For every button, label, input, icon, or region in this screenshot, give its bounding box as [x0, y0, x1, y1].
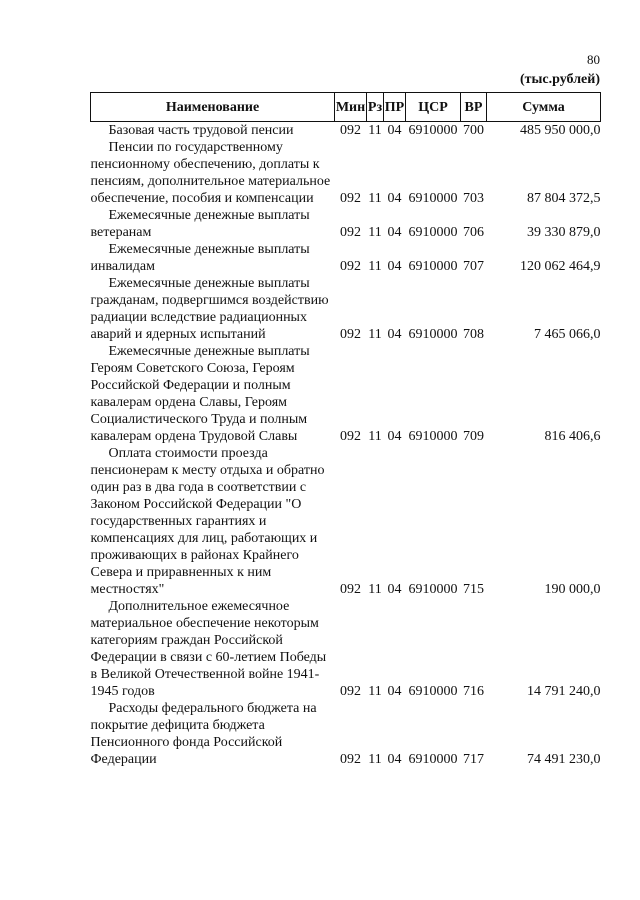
header-pr: ПР — [384, 93, 406, 122]
cell-rz: 11 — [368, 684, 382, 699]
cell-sum: 39 330 879,0 — [527, 225, 601, 240]
cell-csr: 6910000 — [408, 752, 458, 767]
cell-vr: 708 — [463, 327, 484, 342]
cell-csr: 6910000 — [408, 327, 458, 342]
cell-sum: 190 000,0 — [544, 582, 601, 597]
header-csr: ЦСР — [406, 93, 461, 122]
cell-name — [91, 122, 335, 140]
cell-csr: 6910000 — [408, 429, 458, 444]
table-header-row — [91, 93, 601, 122]
cell-csr: 6910000 — [408, 259, 458, 274]
table-row — [91, 207, 601, 241]
cell-name — [91, 275, 335, 343]
cell-min: 092 — [340, 327, 361, 342]
cell-pr: 04 — [387, 429, 402, 444]
cell-sum: 14 791 240,0 — [527, 684, 601, 699]
cell-rz: 11 — [368, 752, 382, 767]
cell-sum: 87 804 372,5 — [527, 191, 601, 206]
cell-csr: 6910000 — [408, 582, 458, 597]
cell-csr: 6910000 — [408, 123, 458, 138]
cell-vr: 716 — [463, 684, 484, 699]
cell-name — [91, 241, 335, 275]
cell-pr: 04 — [387, 259, 402, 274]
cell-min: 092 — [340, 429, 361, 444]
cell-min: 092 — [340, 225, 361, 240]
cell-pr: 04 — [387, 191, 402, 206]
table-row — [91, 700, 601, 768]
cell-rz: 11 — [368, 123, 382, 138]
row-label: Дополнительное ежемесячное материальное обеспечение некоторым категориям граждан Российской Федерации в связи с 60-летием Победы в Великой Отечественной войне 1941-1945 годов — [90, 599, 327, 699]
table-row — [91, 122, 601, 140]
cell-pr: 04 — [387, 684, 402, 699]
cell-min: 092 — [340, 582, 361, 597]
cell-vr: 706 — [463, 225, 484, 240]
cell-vr: 700 — [463, 123, 484, 138]
row-label: Пенсии по государственному пенсионному обеспечению, доплаты к пенсиям, дополнительное материальное обеспечение, пособия и компенсации — [90, 140, 331, 206]
cell-pr: 04 — [387, 123, 402, 138]
cell-pr: 04 — [387, 582, 402, 597]
cell-csr: 6910000 — [408, 191, 458, 206]
cell-rz: 11 — [368, 429, 382, 444]
cell-sum: 485 950 000,0 — [520, 123, 601, 138]
cell-vr: 715 — [463, 582, 484, 597]
header-name: Наименование — [91, 93, 335, 122]
table-row — [91, 241, 601, 275]
cell-rz: 11 — [368, 327, 382, 342]
table-row — [91, 343, 601, 445]
cell-vr: 703 — [463, 191, 484, 206]
cell-min: 092 — [340, 259, 361, 274]
cell-min: 092 — [340, 684, 361, 699]
cell-csr: 6910000 — [408, 684, 458, 699]
cell-pr: 04 — [387, 752, 402, 767]
cell-sum: 74 491 230,0 — [527, 752, 601, 767]
header-vr: ВР — [461, 93, 487, 122]
cell-vr: 709 — [463, 429, 484, 444]
cell-csr: 6910000 — [408, 225, 458, 240]
row-label: Базовая часть трудовой пенсии — [108, 123, 294, 138]
page-number: 80 — [587, 52, 600, 67]
header-rz: Рз — [367, 93, 384, 122]
cell-rz: 11 — [368, 582, 382, 597]
budget-table — [90, 92, 601, 768]
cell-min: 092 — [340, 191, 361, 206]
row-label: Расходы федерального бюджета на покрытие дефицита бюджета Пенсионного фонда Российской Федерации — [90, 701, 317, 767]
cell-name — [91, 207, 335, 241]
table-row — [91, 139, 601, 207]
row-label: Ежемесячные денежные выплаты инвалидам — [90, 242, 310, 274]
units-label: (тыс.рублей) — [519, 72, 600, 87]
cell-vr: 707 — [463, 259, 484, 274]
header-sum: Сумма — [487, 93, 601, 122]
cell-min: 092 — [340, 123, 361, 138]
cell-name — [91, 445, 335, 598]
cell-rz: 11 — [368, 259, 382, 274]
cell-pr: 04 — [387, 225, 402, 240]
cell-name — [91, 598, 335, 700]
cell-name — [91, 343, 335, 445]
cell-name — [91, 700, 335, 768]
cell-sum: 120 062 464,9 — [520, 259, 601, 274]
row-label: Оплата стоимости проезда пенсионерам к месту отдыха и обратно один раз в два года в соответствии с Законом Российской Федерации "О государственных гарантиях и компенсациях для лиц, работающих и проживающих в районах Крайнего Севера и приравненных к ним местностях" — [90, 446, 325, 597]
table-row — [91, 445, 601, 598]
row-label: Ежемесячные денежные выплаты ветеранам — [90, 208, 310, 240]
cell-name — [91, 139, 335, 207]
table-row — [91, 598, 601, 700]
row-label: Ежемесячные денежные выплаты Героям Советского Союза, Героям Российской Федерации и полным кавалерам ордена Славы, Героям Социалистического Труда и полным кавалерам ордена Трудовой Славы — [90, 344, 310, 444]
header-min: Мин — [335, 93, 367, 122]
cell-min: 092 — [340, 752, 361, 767]
row-label: Ежемесячные денежные выплаты гражданам, подвергшимся воздействию радиации вследствие радиационных аварий и ядерных испытаний — [90, 276, 329, 342]
cell-rz: 11 — [368, 225, 382, 240]
cell-rz: 11 — [368, 191, 382, 206]
cell-sum: 816 406,6 — [544, 429, 601, 444]
cell-sum: 7 465 066,0 — [534, 327, 601, 342]
table-row — [91, 275, 601, 343]
cell-pr: 04 — [387, 327, 402, 342]
cell-vr: 717 — [463, 752, 484, 767]
